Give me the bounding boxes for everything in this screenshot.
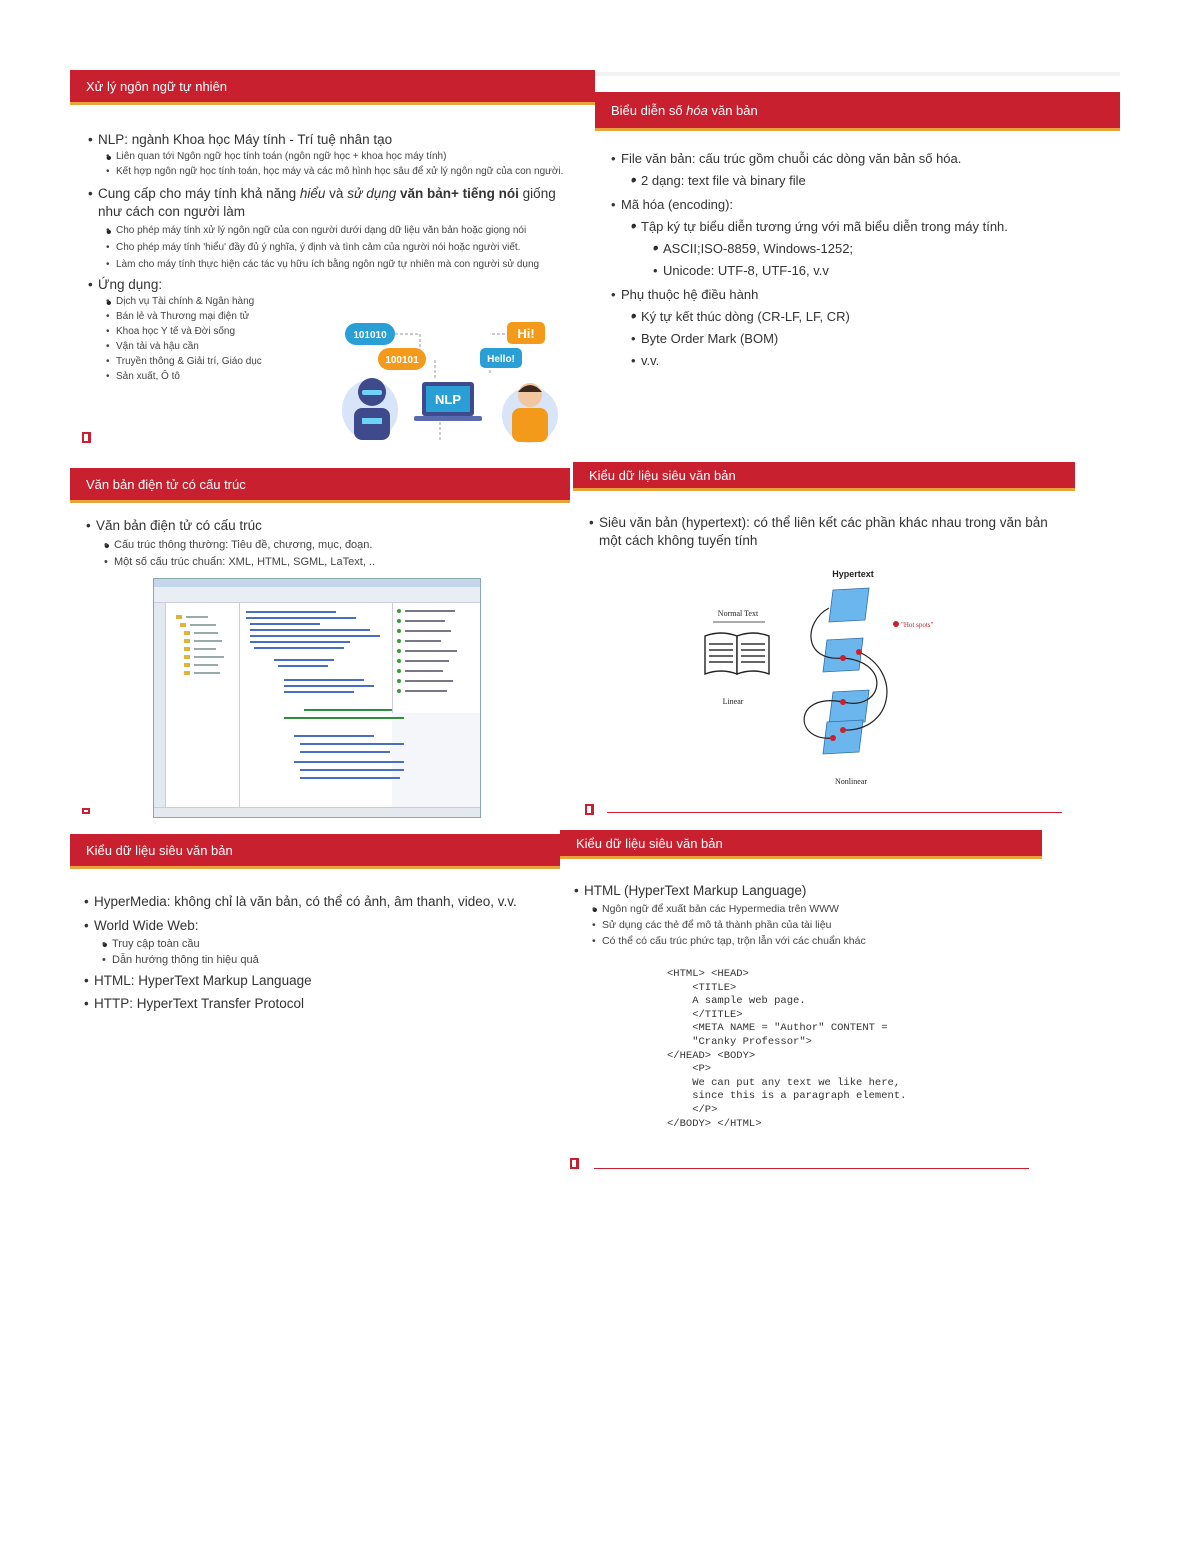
sub-bullet: • Byte Order Mark (BOM) bbox=[641, 330, 1101, 348]
sub-bullet: • Một số cấu trúc chuẩn: XML, HTML, SGML, LaText, .. bbox=[114, 555, 556, 569]
xml-editor-screenshot bbox=[153, 578, 481, 818]
sub-bullet: • Cho phép máy tính 'hiểu' đầy đủ ý nghĩa, ý định và tình cảm của người nói hoặc người viết. bbox=[116, 241, 568, 255]
hypertext-label: Hypertext bbox=[832, 569, 874, 579]
sub-bullet: • • Liên quan tới Ngôn ngữ học tính toán (ngôn ngữ học + khoa học máy tính) bbox=[116, 150, 568, 164]
nonlinear-label: Nonlinear bbox=[835, 777, 867, 786]
book-icon bbox=[705, 633, 769, 674]
sub-bullet: • • Tập ký tự biểu diễn tương ứng với mã biểu diễn trong máy tính. bbox=[641, 218, 1101, 236]
sub-list bbox=[641, 218, 1101, 280]
sub-list bbox=[112, 937, 549, 967]
text-run: giống như cách con người làm bbox=[98, 186, 556, 219]
laptop-base bbox=[414, 416, 482, 421]
sub-list bbox=[116, 224, 568, 272]
app-item: • Truyền thông & Giải trí, Giáo dục bbox=[116, 355, 568, 369]
sub-list bbox=[641, 172, 1101, 190]
title-underline bbox=[560, 856, 1042, 859]
file-tree-panel bbox=[166, 603, 240, 807]
sub-bullet: • • Cho phép máy tính xử lý ngôn ngữ của con người dưới dạng dữ liệu văn bản hoặc giọng nói bbox=[116, 224, 568, 238]
logo-icon bbox=[585, 804, 594, 815]
app-item: • Vận tải và hậu cần bbox=[116, 340, 568, 354]
logo-icon bbox=[82, 808, 90, 814]
slide-title: Kiểu dữ liệu siêu văn bản bbox=[86, 842, 233, 858]
binary-bubble-2-label: 100101 bbox=[385, 355, 419, 366]
sub-bullet: • • Truy cập toàn cầu bbox=[112, 937, 549, 951]
text-run: văn bản+ tiếng nói bbox=[396, 186, 519, 201]
slide-structured-text bbox=[70, 468, 570, 823]
sub-bullet: • Có thể có cấu trúc phức tạp, trộn lẫn với các chuẩn khác bbox=[602, 934, 1029, 948]
bullet: • HyperMedia: không chỉ là văn bản, có thể có ảnh, âm thanh, video, v.v. bbox=[94, 893, 549, 911]
bullet: • NLP: ngành Khoa học Máy tính - Trí tuệ nhân tạo bbox=[98, 131, 568, 149]
title-underline bbox=[573, 488, 1075, 491]
slide-text-representation bbox=[595, 72, 1120, 442]
sub-bullet: • Làm cho máy tính thực hiện các tác vụ hữu ích bằng ngôn ngữ tự nhiên mà con người sử dụng bbox=[116, 258, 568, 272]
bullet-list bbox=[599, 510, 1059, 550]
binary-bubble-1-label: 101010 bbox=[353, 330, 387, 341]
slide-title: Kiểu dữ liệu siêu văn bản bbox=[589, 467, 736, 483]
slide-html bbox=[560, 830, 1042, 1172]
app-item: • • Dịch vụ Tài chính & Ngân hàng bbox=[116, 295, 568, 309]
sub-sub-bullet: • • ASCII;ISO-8859, Windows-1252; bbox=[663, 240, 1101, 258]
bullet-list bbox=[94, 889, 549, 1013]
hello-bubble-label: Hello! bbox=[487, 354, 515, 365]
slide-title-bar bbox=[560, 830, 1042, 856]
bullet: • World Wide Web: bbox=[94, 917, 549, 935]
hyper-pages bbox=[823, 588, 869, 754]
person-body bbox=[512, 408, 548, 442]
sub-bullet: • Sử dụng các thẻ để mô tả thành phần của tài liệu bbox=[602, 918, 1029, 932]
sub-sub-bullet: • Unicode: UTF-8, UTF-16, v.v bbox=[663, 262, 1101, 280]
bullet: • File văn bản: cấu trúc gồm chuỗi các dòng văn bản số hóa. bbox=[621, 150, 1101, 168]
slide-title: Xử lý ngôn ngữ tự nhiên bbox=[86, 78, 228, 94]
text-run: và bbox=[325, 186, 348, 201]
text-run: hiểu bbox=[299, 186, 326, 201]
sub-bullet: • Kết hợp ngôn ngữ học tính toán, học máy và các mô hình học sâu để xử lý ngôn ngữ của con người. bbox=[116, 165, 568, 179]
slide-title-bar bbox=[595, 92, 1120, 128]
text-run: Cung cấp cho máy tính khả năng bbox=[98, 186, 300, 201]
laptop-label: NLP bbox=[435, 392, 461, 407]
bullet: • HTML (HyperText Markup Language) bbox=[584, 882, 1029, 900]
sub-list bbox=[641, 308, 1101, 370]
bullet: • Phụ thuộc hệ điều hành bbox=[621, 286, 1101, 304]
linear-label: Linear bbox=[722, 697, 744, 706]
slide-title: Văn bản điện tử có cấu trúc bbox=[86, 476, 246, 492]
sub-list bbox=[114, 538, 556, 569]
sub-list bbox=[116, 150, 568, 179]
bullet: • Siêu văn bản (hypertext): có thể liên kết các phần khác nhau trong văn bản một cách không tuyến tính bbox=[599, 514, 1059, 550]
sub-bullet: • • Ngôn ngữ để xuất bản các Hypermedia trên WWW bbox=[602, 902, 1029, 916]
bullet: • HTTP: HyperText Transfer Protocol bbox=[94, 995, 549, 1013]
status-bar bbox=[154, 807, 480, 817]
code-editor-panel bbox=[240, 603, 392, 807]
slide-title-bar bbox=[70, 468, 570, 500]
sub-bullet: • v.v. bbox=[641, 352, 1101, 370]
text-run: sử dụng bbox=[347, 186, 397, 201]
app-item: • Khoa học Y tế và Đời sống bbox=[116, 325, 568, 339]
title-underline bbox=[70, 500, 570, 503]
hi-bubble-label: Hi! bbox=[517, 326, 535, 341]
bullet: • HTML: HyperText Markup Language bbox=[94, 972, 549, 990]
sub-bullet: • • Cấu trúc thông thường: Tiêu đề, chương, mục, đoạn. bbox=[114, 538, 556, 552]
hot-spots-label: "Hot spots" bbox=[901, 621, 934, 629]
slide-title-bar bbox=[70, 70, 595, 102]
slide-title-bar bbox=[573, 462, 1075, 488]
slide-title: Kiểu dữ liệu siêu văn bản bbox=[576, 835, 723, 851]
app-item: • Bán lẻ và Thương mại điện tử bbox=[116, 310, 568, 324]
nlp-illustration bbox=[340, 320, 560, 445]
app-item: • Sản xuất, Ô tô bbox=[116, 370, 568, 384]
hypertext-figure bbox=[693, 562, 973, 792]
sub-sub-list bbox=[663, 240, 1101, 280]
html-code-sample: <HTML> <HEAD> <TITLE> A sample web page. </TITLE> <META NAME = "Author" CONTENT = "Cranky Professor"> </HEAD> <BODY> <P> We can put any text we like here, since this is a paragraph element. </P> </BODY> </HTML> bbox=[667, 968, 907, 1130]
title-underline bbox=[595, 128, 1120, 131]
properties-panel bbox=[392, 603, 480, 713]
window-toolbar bbox=[154, 587, 480, 603]
bullet bbox=[98, 185, 568, 221]
sub-list bbox=[602, 902, 1029, 948]
logo-icon bbox=[570, 1158, 579, 1169]
bullet: • Ứng dụng: bbox=[98, 276, 568, 294]
slide-title: Biểu diễn số hóa văn bản bbox=[611, 102, 758, 118]
bullet-list bbox=[621, 150, 1101, 370]
footer-line bbox=[607, 812, 1062, 813]
bullet-list bbox=[96, 513, 556, 569]
bullet-list bbox=[584, 878, 1029, 948]
title-underline bbox=[70, 866, 560, 869]
title-underline bbox=[70, 102, 595, 105]
window-titlebar bbox=[154, 579, 480, 587]
footer-line bbox=[594, 1168, 1029, 1169]
slide-nlp bbox=[70, 70, 595, 445]
bullet: • Văn bản điện tử có cấu trúc bbox=[96, 517, 556, 535]
sub-bullet: • • Ký tự kết thúc dòng (CR-LF, LF, CR) bbox=[641, 308, 1101, 326]
logo-icon bbox=[82, 432, 91, 443]
slide-hypertext bbox=[573, 462, 1075, 822]
slide-hypermedia bbox=[70, 834, 560, 1164]
bullet: • Mã hóa (encoding): bbox=[621, 196, 1101, 214]
sub-bullet: • • 2 dạng: text file và binary file bbox=[641, 172, 1101, 190]
slide-title-bar bbox=[70, 834, 560, 866]
normal-text-label: Normal Text bbox=[717, 609, 759, 618]
sub-bullet: • Dẫn hướng thông tin hiệu quả bbox=[112, 953, 549, 967]
